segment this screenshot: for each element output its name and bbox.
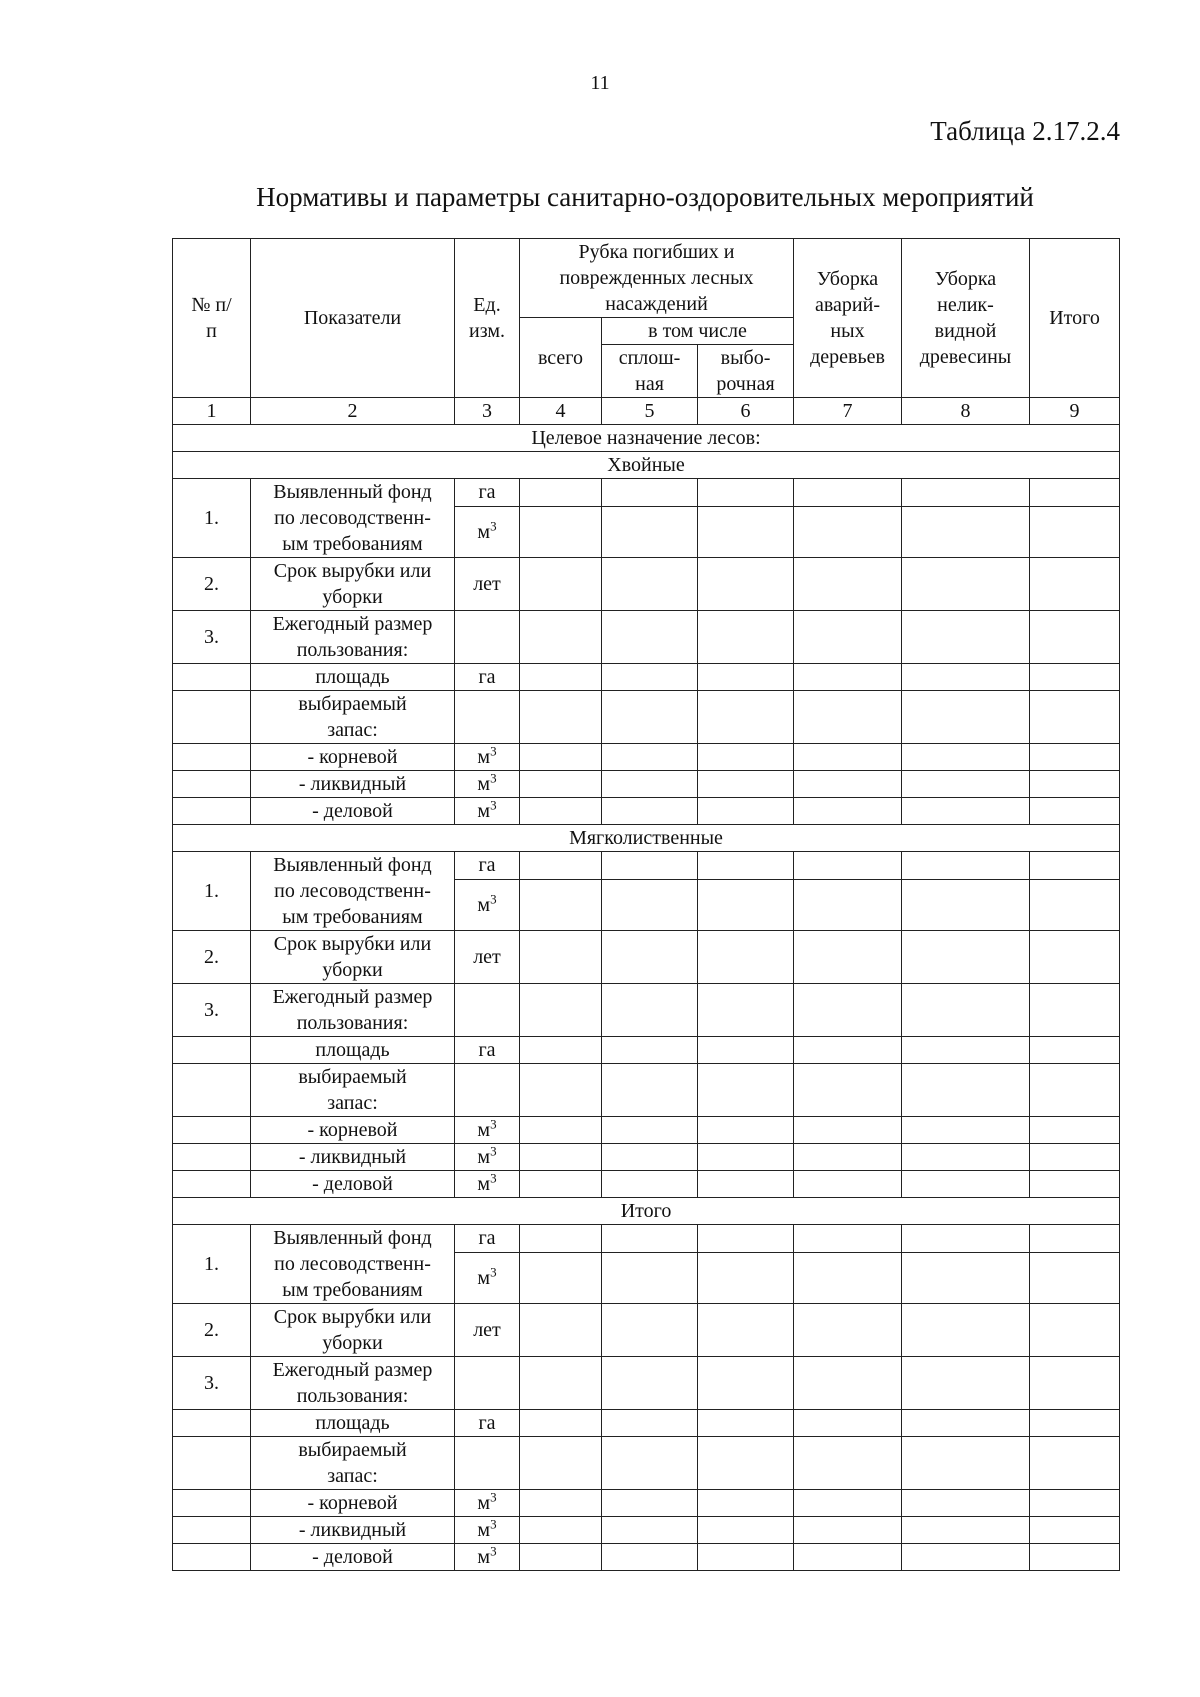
table-row: [173, 984, 1120, 1037]
empty-cell: [902, 1171, 1030, 1198]
section-header: Хвойные: [173, 452, 1120, 479]
row-unit: га: [455, 664, 520, 691]
empty-cell: [1030, 1490, 1120, 1517]
empty-cell: [1030, 771, 1120, 798]
empty-cell: [455, 984, 520, 1037]
empty-cell: [520, 691, 602, 744]
empty-cell: [698, 1517, 794, 1544]
column-number: 9: [1030, 398, 1120, 425]
empty-cell: [1030, 1410, 1120, 1437]
empty-cell: [698, 558, 794, 611]
empty-cell: [602, 1304, 698, 1357]
row-num: 1.: [173, 1225, 251, 1304]
table-row: [173, 1225, 1120, 1253]
empty-cell: [794, 1357, 902, 1410]
empty-cell: [1030, 879, 1120, 930]
empty-cell: [520, 798, 602, 825]
table-row: [173, 1037, 1120, 1064]
empty-cell: [794, 1171, 902, 1198]
empty-cell: [794, 611, 902, 664]
row-label: Ежегодный размер пользования:: [251, 1357, 455, 1410]
empty-cell: [520, 1252, 602, 1303]
row-num: 3.: [173, 611, 251, 664]
row-label: Выявленный фонд по лесоводственн- ым требованиям: [251, 852, 455, 931]
column-number: 3: [455, 398, 520, 425]
empty-cell: [602, 744, 698, 771]
row-label: - корневой: [251, 1490, 455, 1517]
empty-cell: [1030, 611, 1120, 664]
table-row: [173, 1437, 1120, 1490]
empty-cell: [902, 1037, 1030, 1064]
empty-cell: [1030, 1517, 1120, 1544]
empty-cell: [602, 558, 698, 611]
empty-cell: [794, 1304, 902, 1357]
empty-cell: [902, 691, 1030, 744]
empty-cell: [602, 1357, 698, 1410]
row-label: Срок вырубки или уборки: [251, 931, 455, 984]
row-unit: $м^3$: [455, 1117, 520, 1144]
empty-cell: [902, 664, 1030, 691]
empty-cell: [1030, 691, 1120, 744]
empty-cell: [455, 611, 520, 664]
empty-cell: [794, 691, 902, 744]
document-title: Нормативы и параметры санитарно-оздоровительных мероприятий: [256, 182, 1034, 212]
column-number: 7: [794, 398, 902, 425]
row-unit: $м^3$: [455, 1171, 520, 1198]
empty-cell: [520, 1544, 602, 1571]
row-unit: га: [455, 852, 520, 880]
row-label: - ликвидный: [251, 1144, 455, 1171]
table-row: [173, 852, 1120, 880]
empty-cell: [794, 1490, 902, 1517]
row-unit: $м^3$: [455, 744, 520, 771]
empty-cell: [602, 506, 698, 557]
header-illiquid: Уборка нелик- видной древесины: [902, 239, 1030, 398]
empty-cell: [520, 1410, 602, 1437]
table-row: [173, 931, 1120, 984]
empty-cell: [698, 984, 794, 1037]
empty-cell: [1030, 558, 1120, 611]
empty-cell: [698, 931, 794, 984]
empty-cell: [1030, 664, 1120, 691]
empty-cell: [794, 1144, 902, 1171]
empty-cell: [902, 1410, 1030, 1437]
row-unit: $м^3$: [455, 771, 520, 798]
column-number: 6: [698, 398, 794, 425]
table-row: [173, 479, 1120, 507]
empty-cell: [520, 1117, 602, 1144]
empty-cell: [520, 479, 602, 507]
empty-cell: [698, 1410, 794, 1437]
empty-cell: [698, 879, 794, 930]
empty-cell: [902, 506, 1030, 557]
header-selective: выбо- рочная: [698, 345, 794, 398]
empty-cell: [520, 1490, 602, 1517]
row-label: - корневой: [251, 1117, 455, 1144]
empty-cell: [902, 1144, 1030, 1171]
empty-cell: [698, 1437, 794, 1490]
empty-cell: [520, 506, 602, 557]
table-row: [173, 611, 1120, 664]
section-header: Итого: [173, 1198, 1120, 1225]
empty-cell: [173, 1144, 251, 1171]
empty-cell: [602, 1117, 698, 1144]
empty-cell: [602, 771, 698, 798]
empty-cell: [794, 664, 902, 691]
row-label: - ликвидный: [251, 771, 455, 798]
empty-cell: [1030, 852, 1120, 880]
row-label: - деловой: [251, 1171, 455, 1198]
empty-cell: [1030, 798, 1120, 825]
table-row: [173, 1410, 1120, 1437]
row-label: Выявленный фонд по лесоводственн- ым требованиям: [251, 479, 455, 558]
row-unit: $м^3$: [455, 798, 520, 825]
empty-cell: [602, 1171, 698, 1198]
empty-cell: [520, 611, 602, 664]
row-label: выбираемый запас:: [251, 1064, 455, 1117]
table-row: [173, 1171, 1120, 1198]
empty-cell: [698, 1252, 794, 1303]
row-unit: га: [455, 1225, 520, 1253]
empty-cell: [1030, 931, 1120, 984]
empty-cell: [794, 1064, 902, 1117]
empty-cell: [520, 1304, 602, 1357]
empty-cell: [520, 1357, 602, 1410]
empty-cell: [1030, 1064, 1120, 1117]
empty-cell: [173, 691, 251, 744]
empty-cell: [520, 852, 602, 880]
empty-cell: [455, 1064, 520, 1117]
row-label: выбираемый запас:: [251, 691, 455, 744]
empty-cell: [173, 664, 251, 691]
row-unit: $м^3$: [455, 1517, 520, 1544]
empty-cell: [520, 1037, 602, 1064]
empty-cell: [1030, 1117, 1120, 1144]
empty-cell: [902, 931, 1030, 984]
empty-cell: [794, 1410, 902, 1437]
empty-cell: [698, 852, 794, 880]
empty-cell: [794, 879, 902, 930]
empty-cell: [173, 1171, 251, 1198]
page-number: 11: [590, 72, 610, 94]
empty-cell: [173, 744, 251, 771]
table-row: [173, 1064, 1120, 1117]
column-number-row: [173, 398, 1120, 425]
empty-cell: [794, 1037, 902, 1064]
empty-cell: [520, 1225, 602, 1253]
empty-cell: [794, 1225, 902, 1253]
empty-cell: [602, 879, 698, 930]
empty-cell: [698, 1490, 794, 1517]
empty-cell: [698, 1225, 794, 1253]
table-row: [173, 1144, 1120, 1171]
empty-cell: [902, 611, 1030, 664]
row-unit: лет: [455, 1304, 520, 1357]
table-row: [173, 771, 1120, 798]
empty-cell: [602, 691, 698, 744]
empty-cell: [698, 664, 794, 691]
header-including: в том числе: [602, 318, 794, 345]
empty-cell: [902, 479, 1030, 507]
empty-cell: [698, 1357, 794, 1410]
empty-cell: [173, 1064, 251, 1117]
table-row: [173, 664, 1120, 691]
row-label: - деловой: [251, 798, 455, 825]
row-num: 1.: [173, 479, 251, 558]
empty-cell: [602, 931, 698, 984]
row-label: Срок вырубки или уборки: [251, 558, 455, 611]
empty-cell: [794, 1252, 902, 1303]
empty-cell: [520, 558, 602, 611]
row-unit: $м^3$: [455, 1252, 520, 1303]
row-label: Срок вырубки или уборки: [251, 1304, 455, 1357]
header-clear: сплош- ная: [602, 345, 698, 398]
row-num: 3.: [173, 1357, 251, 1410]
empty-cell: [698, 691, 794, 744]
empty-cell: [794, 931, 902, 984]
empty-cell: [520, 1517, 602, 1544]
empty-cell: [173, 798, 251, 825]
row-num: 2.: [173, 1304, 251, 1357]
empty-cell: [794, 984, 902, 1037]
row-label: Ежегодный размер пользования:: [251, 984, 455, 1037]
empty-cell: [794, 479, 902, 507]
empty-cell: [794, 1437, 902, 1490]
empty-cell: [173, 1517, 251, 1544]
empty-cell: [902, 1117, 1030, 1144]
column-number: 8: [902, 398, 1030, 425]
empty-cell: [602, 1517, 698, 1544]
purpose-label: Целевое назначение лесов:: [173, 425, 1120, 452]
empty-cell: [602, 1225, 698, 1253]
row-label: - деловой: [251, 1544, 455, 1571]
table-row: [173, 558, 1120, 611]
empty-cell: [902, 771, 1030, 798]
empty-cell: [602, 1064, 698, 1117]
empty-cell: [1030, 506, 1120, 557]
empty-cell: [794, 798, 902, 825]
empty-cell: [1030, 1144, 1120, 1171]
row-label: - ликвидный: [251, 1517, 455, 1544]
empty-cell: [173, 1544, 251, 1571]
row-unit: $м^3$: [455, 879, 520, 930]
empty-cell: [698, 611, 794, 664]
empty-cell: [794, 1517, 902, 1544]
empty-cell: [794, 1544, 902, 1571]
empty-cell: [698, 1117, 794, 1144]
row-label: площадь: [251, 1037, 455, 1064]
row-label: Ежегодный размер пользования:: [251, 611, 455, 664]
empty-cell: [698, 1144, 794, 1171]
empty-cell: [698, 1544, 794, 1571]
empty-cell: [455, 691, 520, 744]
empty-cell: [520, 1064, 602, 1117]
empty-cell: [902, 798, 1030, 825]
table-row: [173, 1304, 1120, 1357]
empty-cell: [602, 1144, 698, 1171]
row-unit: $м^3$: [455, 506, 520, 557]
section-header: Мягколиственные: [173, 825, 1120, 852]
empty-cell: [902, 1357, 1030, 1410]
empty-cell: [698, 1304, 794, 1357]
empty-cell: [902, 1490, 1030, 1517]
empty-cell: [698, 744, 794, 771]
empty-cell: [173, 1490, 251, 1517]
row-unit: лет: [455, 931, 520, 984]
empty-cell: [602, 1410, 698, 1437]
table-row: [173, 1544, 1120, 1571]
empty-cell: [602, 1437, 698, 1490]
empty-cell: [520, 1171, 602, 1198]
row-num: 2.: [173, 558, 251, 611]
header-num: № п/ п: [173, 239, 251, 398]
table-row: [173, 1517, 1120, 1544]
header-total-all: всего: [520, 318, 602, 398]
empty-cell: [902, 879, 1030, 930]
empty-cell: [520, 879, 602, 930]
empty-cell: [698, 1171, 794, 1198]
empty-cell: [698, 798, 794, 825]
header-indicators: Показатели: [251, 239, 455, 398]
empty-cell: [520, 984, 602, 1037]
empty-cell: [1030, 1544, 1120, 1571]
empty-cell: [602, 664, 698, 691]
row-unit: га: [455, 1410, 520, 1437]
empty-cell: [602, 1544, 698, 1571]
row-label: Выявленный фонд по лесоводственн- ым требованиям: [251, 1225, 455, 1304]
empty-cell: [902, 558, 1030, 611]
table-label: Таблица 2.17.2.4: [930, 116, 1120, 146]
norms-table: [172, 238, 1120, 1571]
empty-cell: [520, 664, 602, 691]
empty-cell: [794, 771, 902, 798]
row-num: 1.: [173, 852, 251, 931]
empty-cell: [520, 1437, 602, 1490]
table-row: [173, 744, 1120, 771]
empty-cell: [173, 1410, 251, 1437]
empty-cell: [602, 1490, 698, 1517]
empty-cell: [902, 1517, 1030, 1544]
table-row: [173, 1117, 1120, 1144]
empty-cell: [602, 479, 698, 507]
empty-cell: [902, 1064, 1030, 1117]
row-unit: га: [455, 479, 520, 507]
empty-cell: [698, 479, 794, 507]
row-num: 2.: [173, 931, 251, 984]
empty-cell: [173, 1437, 251, 1490]
header-unit: Ед. изм.: [455, 239, 520, 398]
empty-cell: [1030, 1304, 1120, 1357]
empty-cell: [602, 798, 698, 825]
table-row: [173, 1357, 1120, 1410]
empty-cell: [520, 771, 602, 798]
header-emergency: Уборка аварий- ных деревьев: [794, 239, 902, 398]
empty-cell: [173, 1117, 251, 1144]
empty-cell: [698, 1064, 794, 1117]
empty-cell: [520, 1144, 602, 1171]
empty-cell: [173, 771, 251, 798]
empty-cell: [455, 1437, 520, 1490]
empty-cell: [902, 852, 1030, 880]
empty-cell: [794, 558, 902, 611]
empty-cell: [698, 1037, 794, 1064]
empty-cell: [794, 744, 902, 771]
table-row: [173, 691, 1120, 744]
empty-cell: [902, 1252, 1030, 1303]
row-unit: га: [455, 1037, 520, 1064]
header-total: Итого: [1030, 239, 1120, 398]
empty-cell: [602, 1037, 698, 1064]
empty-cell: [602, 1252, 698, 1303]
empty-cell: [1030, 479, 1120, 507]
empty-cell: [602, 852, 698, 880]
row-unit: $м^3$: [455, 1544, 520, 1571]
row-unit: $м^3$: [455, 1144, 520, 1171]
row-label: выбираемый запас:: [251, 1437, 455, 1490]
empty-cell: [902, 1544, 1030, 1571]
empty-cell: [902, 744, 1030, 771]
empty-cell: [602, 611, 698, 664]
empty-cell: [173, 1037, 251, 1064]
empty-cell: [902, 1225, 1030, 1253]
empty-cell: [794, 506, 902, 557]
empty-cell: [602, 984, 698, 1037]
empty-cell: [902, 1304, 1030, 1357]
empty-cell: [455, 1357, 520, 1410]
empty-cell: [520, 931, 602, 984]
table-row: [173, 1490, 1120, 1517]
empty-cell: [520, 744, 602, 771]
row-label: - корневой: [251, 744, 455, 771]
empty-cell: [1030, 744, 1120, 771]
row-num: 3.: [173, 984, 251, 1037]
row-label: площадь: [251, 664, 455, 691]
empty-cell: [1030, 984, 1120, 1037]
row-unit: лет: [455, 558, 520, 611]
empty-cell: [1030, 1225, 1120, 1253]
empty-cell: [902, 1437, 1030, 1490]
empty-cell: [1030, 1437, 1120, 1490]
empty-cell: [1030, 1252, 1120, 1303]
column-number: 4: [520, 398, 602, 425]
table-row: [173, 798, 1120, 825]
empty-cell: [698, 506, 794, 557]
empty-cell: [1030, 1171, 1120, 1198]
empty-cell: [794, 1117, 902, 1144]
column-number: 1: [173, 398, 251, 425]
row-label: площадь: [251, 1410, 455, 1437]
column-number: 2: [251, 398, 455, 425]
header-felling: Рубка погибших и поврежденных лесных насаждений: [520, 239, 794, 318]
empty-cell: [902, 984, 1030, 1037]
column-number: 5: [602, 398, 698, 425]
empty-cell: [1030, 1357, 1120, 1410]
empty-cell: [794, 852, 902, 880]
row-unit: $м^3$: [455, 1490, 520, 1517]
empty-cell: [1030, 1037, 1120, 1064]
empty-cell: [698, 771, 794, 798]
